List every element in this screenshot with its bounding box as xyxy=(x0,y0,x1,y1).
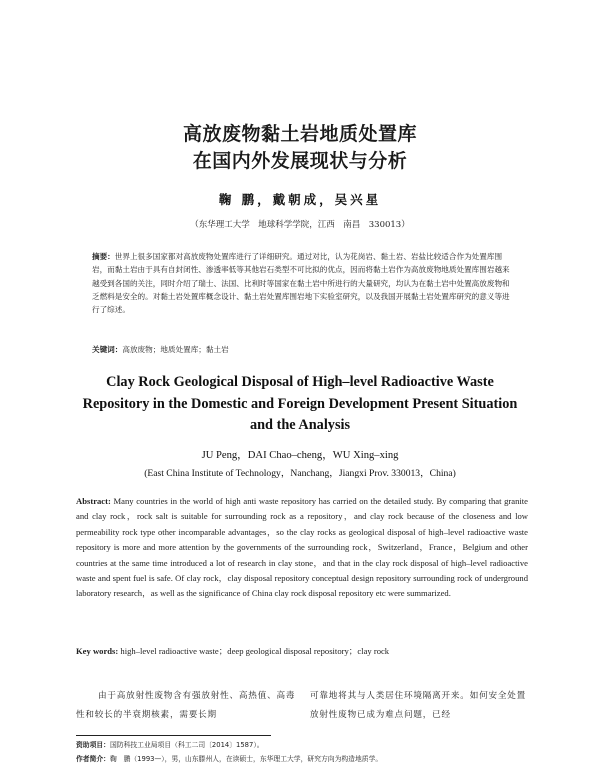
en-keywords-text: high–level radioactive waste；deep geological disposal repository；clay rock xyxy=(118,646,390,656)
body-left-column: 由于高放射性废物含有强放射性、高热值、高毒性和较长的半衰期核素，需要长期 xyxy=(76,691,296,720)
en-affiliation: (East China Institute of Technology，Nanchang，Jiangxi Prov. 330013，China) xyxy=(144,468,456,479)
en-title xyxy=(30,372,570,437)
zh-keywords-text: 高放废物；地质处置库；黏土岩 xyxy=(122,345,229,354)
footnote-author xyxy=(76,753,536,763)
en-title-line-2: Repository in the Domestic and Foreign Development Present Situation xyxy=(82,395,518,412)
zh-abstract-label: 摘要： xyxy=(92,252,115,261)
en-title-line-1: Clay Rock Geological Disposal of High–level Radioactive Waste xyxy=(106,374,494,390)
zh-keywords-label: 关键词： xyxy=(92,345,123,354)
zh-affiliation: （东华理工大学 地球科学学院，江西 南昌 330013） xyxy=(190,220,410,230)
zh-abstract xyxy=(92,250,512,316)
en-abstract-text: Many countries in the world of high anti waste repository has carried on the detailed study. By comparing that granite and clay rock，rock salt is suitable for surrounding rock as a repository，and clay rock because of the closeness and low permeability rock type other incomparable advantages，so the clay rocks as geological disposal of high–level radioactive waste repository is more and more attention by the governments of the surrounding rock，Switzerland，France，Belgium and other countries at the same time introduced a lot of research in clay stone，and that in the clay rock disposal of high–level radioactive waste and spent fuel is safe. Of clay rock，clay disposal repository conceptual design repository surrounding rock of underground laboratory research，as well as the significance of China clay rock disposal repository etc were summarized. xyxy=(76,496,528,599)
footnote-author-text: 鞠 鹏（1993—），男，山东滕州人，在读硕士，东华理工大学，研究方向为构造地质学。 xyxy=(109,755,383,763)
footnote-fund-text: 国防科技工业局项目（科工二司〔2014〕1587）。 xyxy=(109,741,264,749)
footnote-fund xyxy=(76,739,536,749)
zh-authors: 鞠 鹏，戴朝成，吴兴星 xyxy=(218,192,382,207)
zh-title-line-2: 在国内外发展现状与分析 xyxy=(192,150,408,172)
en-abstract xyxy=(76,494,528,602)
body-right-column: 可靠地将其与人类居住环境隔离开来。如何安全处置放射性废物已成为难点问题，已经 xyxy=(310,691,527,720)
en-keywords xyxy=(76,645,528,657)
footnote-author-label: 作者简介： xyxy=(76,755,110,763)
footnote-fund-label: 资助项目： xyxy=(76,741,110,749)
zh-abstract-text: 世界上很多国家都对高放废物处置库进行了详细研究。通过对比，认为花岗岩、黏土岩、岩盐比较适合作为处置库围岩，而黏土岩由于具有自封闭性、渗透率低等其他岩石类型不可比拟的优点，因而将黏土岩作为高放废物地质处置库围岩越来越受到各国的关注，同时介绍了瑞士、法国、比利时等国家在黏土岩中所进行的大量研究，均认为在黏土岩中处置高放废物和乏燃料是安全的。对黏土岩处置库概念设计、黏土岩处置库围岩地下实验室研究，以及我国开展黏土岩处置库研究的意义等进行了综述。 xyxy=(92,252,510,315)
zh-keywords xyxy=(92,344,512,355)
en-keywords-label: Key words: xyxy=(76,646,119,656)
en-title-line-3: and the Analysis xyxy=(249,417,351,433)
footnote-rule xyxy=(76,735,271,736)
zh-title-line-1: 高放废物黏土岩地质处置库 xyxy=(182,123,417,145)
en-authors: JU Peng，DAI Chao–cheng，WU Xing–xing xyxy=(201,450,399,461)
en-abstract-label: Abstract: xyxy=(76,496,111,506)
